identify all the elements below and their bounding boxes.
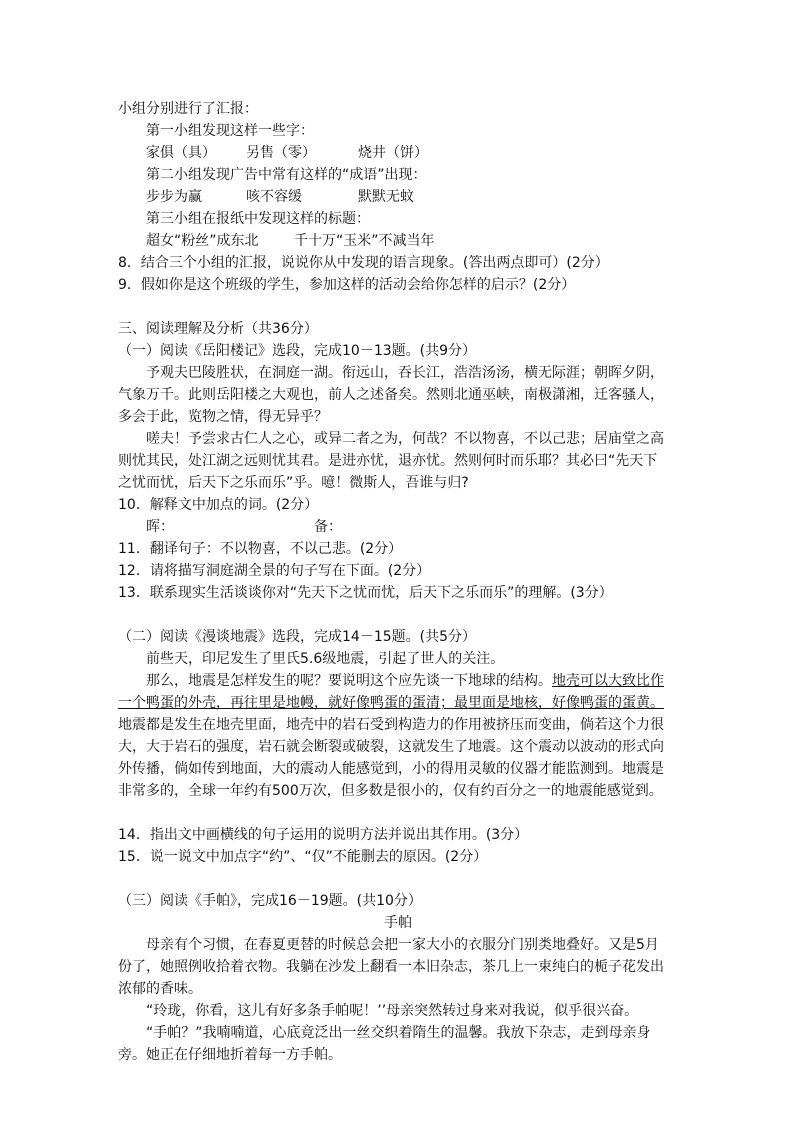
passage1-para2-line1: 嗟夫！予尝求古仁人之心，或异二者之为，何哉？不以物喜，不以己悲；居庙堂之高 bbox=[146, 431, 664, 447]
passage1-para1-line2: 气象万千。此则岳阳楼之大观也，前人之述备矣。然则北通巫峡，南极潇湘，迁客骚人， bbox=[118, 387, 664, 403]
group2-title: 第二小组发现广告中常有这样的“成语”出现： bbox=[146, 167, 427, 183]
passage3-para3-line2: 旁。她正在仔细地折着每一方手帕。 bbox=[118, 1047, 342, 1063]
group3-headline-1: 超女“粉丝”成东北 bbox=[146, 233, 259, 249]
question-8: 8．结合三个小组的汇报，说说你从中发现的语言现象。(答出两点即可）(2分） bbox=[118, 255, 609, 271]
passage2-para1: 前些天，印尼发生了里氏5.6级地震，引起了世人的关注。 bbox=[146, 651, 505, 667]
passage3-para1-line1: 母亲有个习惯，在春夏更替的时候总会把一家大小的衣服分门别类地叠好。又是5月 bbox=[146, 937, 659, 953]
group3-headline-2: 千十万“玉米”不减当年 bbox=[294, 233, 435, 249]
question-15: 15．说一说文中加点字“约”、“仅”不能删去的原因。(2分） bbox=[118, 849, 488, 865]
group3-title: 第三小组在报纸中发现这样的标题： bbox=[146, 211, 370, 227]
question-13: 13．联系现实生活谈谈你对“先天下之忧而忧，后天下之乐而乐”的理解。(3分） bbox=[118, 585, 613, 601]
group1-word-3: 烧井（饼） bbox=[358, 145, 428, 161]
group1-word-2: 另售（零） bbox=[246, 145, 316, 161]
passage1-heading: （一）阅读《岳阳楼记》选段，完成10－13题。(共9分） bbox=[118, 343, 476, 359]
question-9: 9．假如你是这个班级的学生，参加这样的活动会给你怎样的启示？(2分） bbox=[118, 277, 576, 293]
passage3-heading: （三）阅读《手帕》，完成16－19题。(共10分） bbox=[118, 893, 422, 909]
passage1-para1-line1: 予观夫巴陵胜状，在洞庭一湖。衔远山，吞长江，浩浩汤汤，横无际涯；朝晖夕阴， bbox=[146, 365, 664, 381]
passage2-para2-line4: 大，大于岩石的强度，岩石就会断裂或破裂，这就发生了地震。这个震动以波动的形式向 bbox=[118, 739, 664, 755]
question-10-blank-b: 备： bbox=[314, 519, 342, 535]
question-10-blank-a: 晖： bbox=[146, 519, 174, 535]
passage1-para1-line3: 多会于此，览物之情，得无异乎？ bbox=[118, 409, 328, 425]
passage1-para2-line2: 则忧其民，处江湖之远则忧其君。是进亦忧，退亦忧。然则何时而乐耶？其必曰“先天下 bbox=[118, 453, 658, 469]
question-12: 12．请将描写洞庭湖全景的句子写在下面。(2分） bbox=[118, 563, 431, 579]
underlined-sentence-end: 一个鸭蛋的外壳，再往里是地幔，就好像鸭蛋的蛋清；最里面是地核，好像鸭蛋的蛋黄。 bbox=[118, 695, 664, 711]
passage2-heading: （二）阅读《漫谈地震》选段，完成14－15题。(共5分） bbox=[118, 629, 476, 645]
passage2-para2-line6: 非常多的，全球一年约有500万次，但多数是很小的，仅有约百分之一的地震能感觉到。 bbox=[118, 783, 663, 799]
group1-word-1: 家俱（具） bbox=[146, 145, 216, 161]
group1-title: 第一小组发现这样一些字： bbox=[146, 123, 314, 139]
group2-word-1: 步步为赢 bbox=[146, 189, 202, 205]
passage2-para2-line1 bbox=[146, 670, 664, 692]
underlined-sentence-start: 地壳可以大致比作 bbox=[552, 673, 664, 689]
passage3-para1-line3: 浓郁的香味。 bbox=[118, 981, 202, 997]
passage2-para2-line5: 外传播，倘如传到地面，大的震动人能感觉到，小的得用灵敏的仪器才能监测到。地震是 bbox=[118, 761, 664, 777]
passage2-para2-line3: 地震都是发生在地壳里面，地壳中的岩石受到构造力的作用被挤压而变曲，倘若这个力很 bbox=[118, 717, 664, 733]
passage2-para2-line1-plain: 那么，地震是怎样发生的呢？要说明这个应先谈一下地球的结构。 bbox=[146, 673, 552, 689]
passage3-para3-line1: “手帕？”我喃喃道，心底竟泛出一丝交织着隋生的温馨。我放下杂志，走到母亲身 bbox=[146, 1025, 651, 1041]
intro-text: 小组分别进行了汇报： bbox=[118, 101, 258, 117]
section-3-title: 三、阅读理解及分析（共36分） bbox=[118, 321, 318, 337]
question-11: 11．翻译句子：不以物喜，不以己悲。(2分） bbox=[118, 541, 403, 557]
question-10: 10．解释文中加点的词。(2分） bbox=[118, 497, 319, 513]
passage3-title: 手帕 bbox=[384, 915, 412, 931]
passage3-para2: “玲珑，你看，这儿有好多条手帕呢！’’母亲突然转过身来对我说，似乎很兴奋。 bbox=[146, 1003, 639, 1019]
question-14: 14．指出文中画横线的句子运用的说明方法并说出其作用。(3分） bbox=[118, 827, 529, 843]
group2-word-3: 默默无蚊 bbox=[358, 189, 414, 205]
passage3-para1-line2: 份了，她照例收拾着衣物。我躺在沙发上翻看一本旧杂志，茶几上一束纯白的栀子花发出 bbox=[118, 959, 664, 975]
passage1-para2-line3: 之忧而忧，后天下之乐而乐”乎。噫！微斯人，吾谁与归? bbox=[118, 475, 469, 491]
group2-word-2: 咳不容缓 bbox=[246, 189, 302, 205]
